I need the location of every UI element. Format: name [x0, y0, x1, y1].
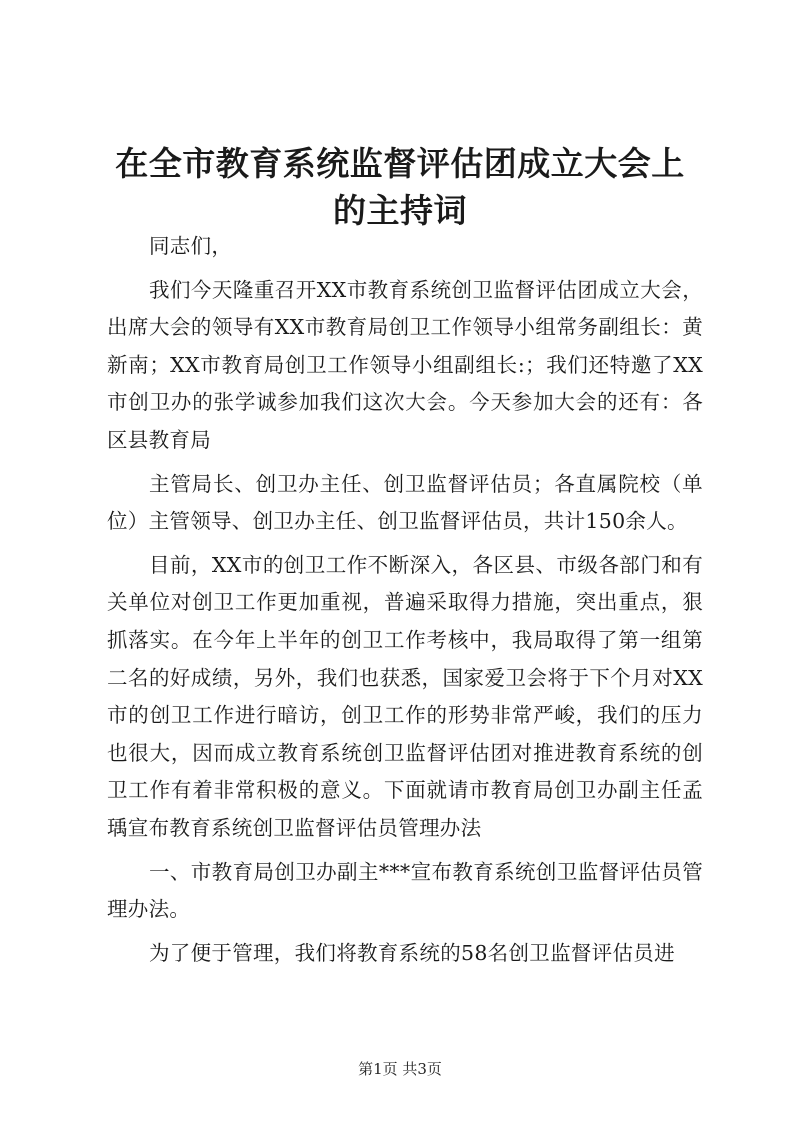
paragraph-greeting: 同志们， [149, 234, 233, 258]
page-number-footer: 第1页 共3页 [358, 1060, 442, 1078]
document-body [107, 225, 703, 975]
paragraph-attendees: 我们今天隆重召开XX市教育系统创卫监督评估团成立大会，出席大会的领导有XX市教育局创卫工作领导小组常务副组长：黄新南；XX市教育局创卫工作领导小组副组长:；我们还特邀了XX市创卫办的张学诚参加我们这次大会。今天参加大会的还有：各区县教育局 [107, 277, 703, 452]
paragraph-management: 为了便于管理，我们将教育系统的58名创卫监督评估员进 [149, 940, 675, 965]
document-title: 在全市教育系统监督评估团成立大会上的主持词 [115, 144, 685, 230]
paragraph-situation: 目前，XX市的创卫工作不断深入，各区县、市级各部门和有关单位对创卫工作更加重视，普遍采取得力措施，突出重点，狠抓落实。在今年上半年的创卫工作考核中，我局取得了第一组第二名的好成绩，另外，我们也获悉，国家爱卫会将于下个月对XX市的创卫工作进行暗访，创卫工作的形势非常严峻，我们的压力也很大，因而成立教育系统创卫监督评估团对推进教育系统的创卫工作有着非常积极的意义。下面就请市教育局创卫办副主任孟瑀宣布教育系统创卫监督评估员管理办法 [107, 552, 703, 840]
paragraph-agenda-item-1: 一、市教育局创卫办副主***宣布教育系统创卫监督评估员管理办法。 [107, 859, 703, 922]
paragraph-participants: 主管局长、创卫办主任、创卫监督评估员；各直属院校（单位）主管领导、创卫办主任、创卫监督评估员，共计150余人。 [107, 471, 703, 534]
